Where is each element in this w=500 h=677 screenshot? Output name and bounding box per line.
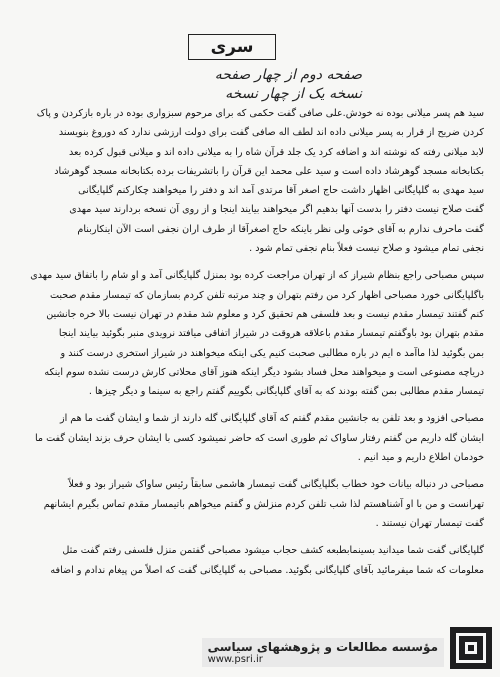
text-line: نجفی تمام میشود و صلاح نیست فعلاً بنام نجفی تمام شود . <box>249 243 484 255</box>
watermark <box>202 638 444 667</box>
watermark-title: مؤسسه مطالعات و پژوهشهای سیاسی <box>207 640 438 654</box>
text-line: سید مهدی به گلپایگانی اظهار داشت حاج اصغر آقا مرتدی آمد اند و دفتر را میخواهند چکارکنم گلپایگانی <box>78 185 484 197</box>
text-line: مصباحی افزود و بعد تلفن به جانشین مقدم گفتم که آقای گلپایگانی گله دارند از شما و ایشان گفت ما هم از <box>59 413 484 425</box>
paragraph <box>14 475 484 533</box>
text-line: خودمان اطلاع داریم و مید انیم . <box>357 452 484 464</box>
text-line: گفت صلاح نیست دفتر را بدست آنها بدهیم اگر میخواهند بیایند اینجا و از روی آن نسخه بردارند سید مهدی <box>69 204 484 216</box>
text-line: سپس مصباحی راجع بنظام شیراز که از تهران مراجعت کرده بود بمنزل گلپایگانی آمد و او شام را باتفاق سید مهدی <box>30 270 484 282</box>
text-line: ایشان گله داریم من گفتم رفتار ساواک ثم طوری است که حاضر نمیشود کسی با ایشان حرف بزند ایشان گفت ما <box>34 432 484 444</box>
paragraph <box>14 541 484 580</box>
text-line: بکتابخانه مسجد گوهرشاد داده است و سید علی محمد این قرآن را باتشریفات برده بکتابخانه مسجد گوهرشاد <box>54 165 484 177</box>
text-line: گفت ماحرف ندارم به آقای خوئی ولی نظر باینکه حاج اصغرآقا از طرف اران نجفی است الآن اینکاربنام <box>77 223 484 235</box>
text-line: تیمسار مقدم مطالبی بمن گفته بودند که به آقای گلپایگانی بگوییم گفتم راجع به سینما و دیگر چیزها . <box>88 386 484 398</box>
text-line: کنم گفتند تیمسار مقدم نیست و بعد فلسفی هم تحقیق کرد و معلوم شد مقدم در تهران نیست بالا خره جانشین <box>46 308 484 320</box>
handwritten-note-line-2: نسخه یک از چهار نسخه <box>225 86 362 102</box>
paragraph <box>14 266 484 401</box>
text-line: سید هم پسر میلانی بوده نه خودش.علی صافی گفت حکمی که برای مرحوم سبزواری بوده در باره بازکردن و پاک <box>36 108 484 119</box>
text-line: مقدم بتهران بود باوگفتم تیمسار مقدم باعلاقه هروقت در شیراز اتفاقی میافتد نرویدی منبر بگوئید بیایند اینجا <box>58 328 484 340</box>
text-line: بمن بگوئید لذا ماآمد ه ایم در باره مطالبی صحبت کنیم یکی اینکه میخواهند در شیراز استخری درست کنند و <box>60 347 484 359</box>
text-line: تهرانست و من با او آشناهستم لذا شب تلفن کردم منزلش و گفتم میخواهم باتیمسار مقدم تماس بگیرم ایشانهم <box>43 498 484 510</box>
paragraph <box>14 409 484 467</box>
text-line: لابد میلانی رفته که نوشته اند و اضافه کرد یک جلد قرآن شاه را به میلانی داده اند و میلانی قبول کرده بعد <box>68 146 484 158</box>
classification-label: سری <box>210 37 254 57</box>
text-line: دریاچه مصنوعی است و میخواهند محل فساد بشود دیگر اینکه هنوز آقای محلاتی کارش درست نشده سوم اینکه <box>44 366 484 378</box>
text-line: مصباحی در دنباله بیانات خود خطاب بگلپایگانی گفت تیمسار هاشمی سابقاً رئیس ساواک شیراز بود و فعلاً <box>68 479 484 491</box>
paragraph <box>14 104 484 258</box>
text-line: معلومات که شما میفرمائید بآقای گلپایگانی بگوئید. مصباحی به گلپایگانی گفت که اصلاً من پیغام ندادم و اضافه <box>50 564 484 576</box>
handwritten-note-line-1: صفحه دوم از چهار صفحه <box>214 67 362 83</box>
text-line: کردن ضریح از قرار به پسر میلانی داده اند لطف اله صافی گفت برای دولت ارزشی ندارد که دوروغ بنویسند <box>58 127 484 139</box>
institute-logo-icon <box>450 627 492 669</box>
text-line: باگلپایگانی خورد مصباحی اظهار کرد من رفتم بتهران و چند مرتبه تلفن کردم بسازمان که تیمسار مقدم صحبت <box>49 289 484 301</box>
document-body <box>14 104 484 588</box>
watermark-url: www.psri.ir <box>207 654 263 665</box>
text-line: گلپایگانی گفت شما میدانید بسینمابطبعه کشف حجاب میشود مصباحی گفتمن منزل فلسفی رفتم گفت مثل <box>62 545 484 557</box>
logo-mark <box>456 633 486 663</box>
text-line: گفت تیمسار تهران نیستند . <box>375 517 484 529</box>
classification-stamp <box>188 34 276 60</box>
